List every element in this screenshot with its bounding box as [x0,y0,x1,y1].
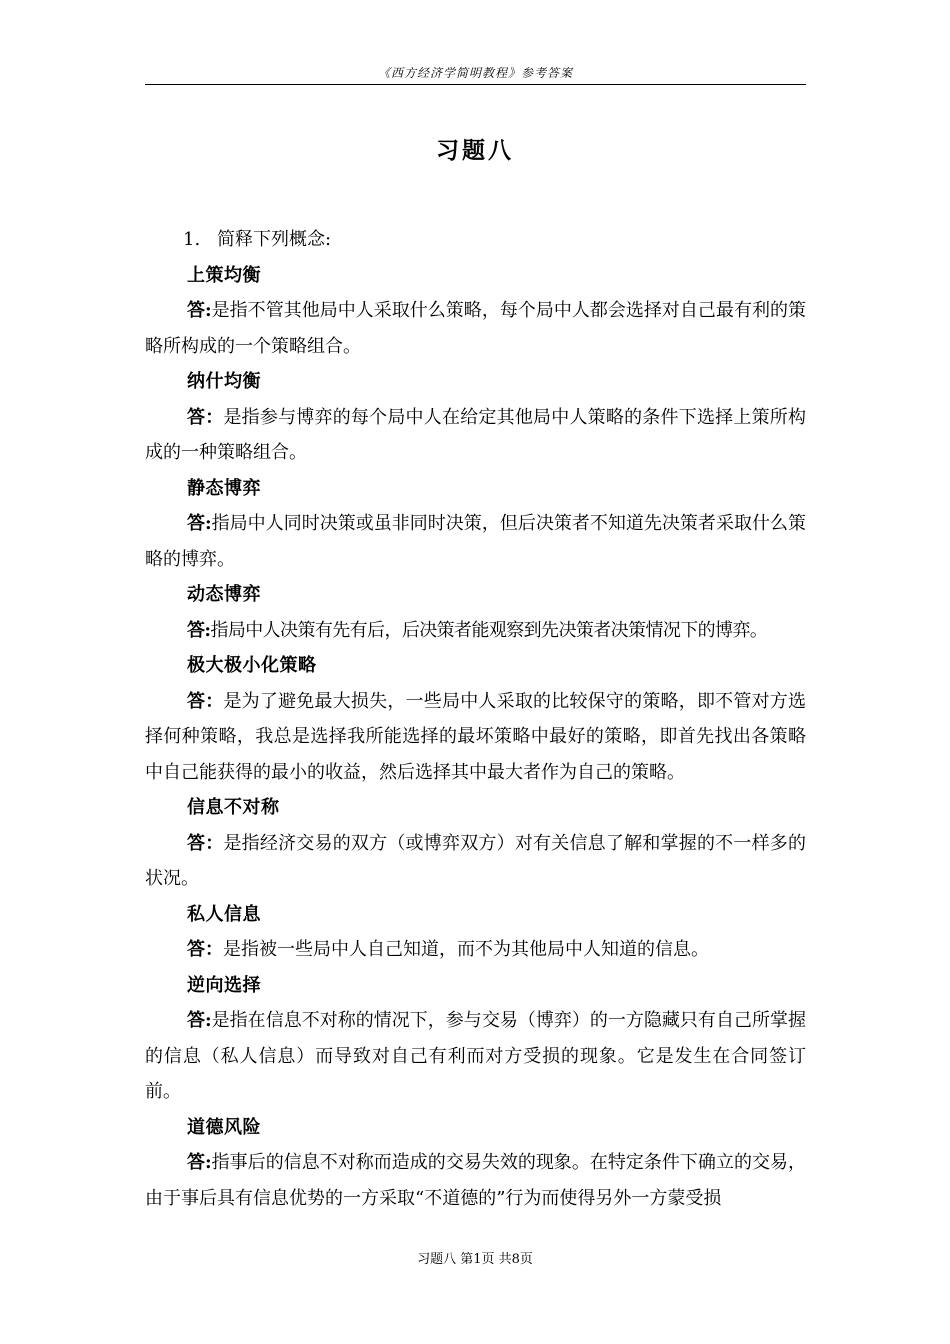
page-title: 习题八 [436,137,514,164]
answer-text: 是指被一些局中人自己知道，而不为其他局中人知道的信息。 [223,939,709,960]
answer-paragraph [145,400,806,471]
term-heading: 静态博弈 [187,477,261,499]
answer-label: 答： [187,406,224,428]
term-heading: 道德风险 [187,1116,261,1138]
answer-paragraph [145,293,806,364]
term-heading: 极大极小化策略 [187,655,317,676]
main-content [145,222,806,1216]
question-line [145,222,806,258]
term-heading: 逆向选择 [187,974,261,996]
answer-label: 答: [187,300,212,321]
answer-label: 答: [187,513,212,534]
answer-paragraph [145,613,806,649]
answer-paragraph [145,506,806,577]
term-heading: 信息不对称 [187,797,280,818]
answer-text: 指局中人同时决策或虽非同时决策，但后决策者不知道先决策者采取什么策略的博弈。 [145,513,806,570]
answer-text: 是为了避免最大损失，一些局中人采取的比较保守的策略，即不管对方选择何种策略，我总是选择我所能选择的最坏策略中最好的策略，即首先找出各策略中自己能获得的最小的收益，然后选择其中最大者作为自己的策略。 [145,690,807,783]
answer-paragraph [145,684,806,791]
answer-label: 答： [187,832,224,854]
answer-paragraph [145,826,806,897]
answer-label: 答： [187,690,224,712]
answer-label: 答: [187,1152,212,1173]
answer-paragraph [145,932,806,968]
running-header: 《西方经济学简明教程》参考答案 [377,66,573,80]
term-heading: 上策均衡 [187,264,261,286]
term-heading: 动态博弈 [187,584,261,605]
header-rule [145,84,806,85]
question-number: 1. [183,229,201,250]
answer-text: 是指经济交易的双方（或博弈双方）对有关信息了解和掌握的不一样多的状况。 [145,832,807,889]
answer-paragraph [145,1145,806,1216]
term-heading: 私人信息 [187,903,261,925]
answer-label: 答： [187,939,223,960]
page-footer: 习题八 第1页 共8页 [417,1252,533,1267]
answer-text: 指局中人决策有先有后，后决策者能观察到先决策者决策情况下的博弈。 [210,619,768,641]
question-prompt: 简释下列概念: [217,229,332,250]
answer-text: 指事后的信息不对称而造成的交易失效的现象。在特定条件下确立的交易，由于事后具有信息优势的一方采取“不道德的”行为而使得另外一方蒙受损 [145,1152,806,1209]
answer-text: 是指参与博弈的每个局中人在给定其他局中人策略的条件下选择上策所构成的一种策略组合。 [145,406,807,463]
answer-label: 答: [187,1010,212,1031]
answer-label: 答: [187,619,211,641]
answer-text: 是指不管其他局中人采取什么策略，每个局中人都会选择对自己最有利的策略所构成的一个策略组合。 [145,300,806,357]
answer-paragraph [145,1003,806,1110]
answer-text: 是指在信息不对称的情况下，参与交易（博弈）的一方隐藏只有自己所掌握的信息（私人信息）而导致对自己有利而对方受损的现象。它是发生在合同签订前。 [145,1010,806,1102]
term-heading: 纳什均衡 [187,371,261,392]
